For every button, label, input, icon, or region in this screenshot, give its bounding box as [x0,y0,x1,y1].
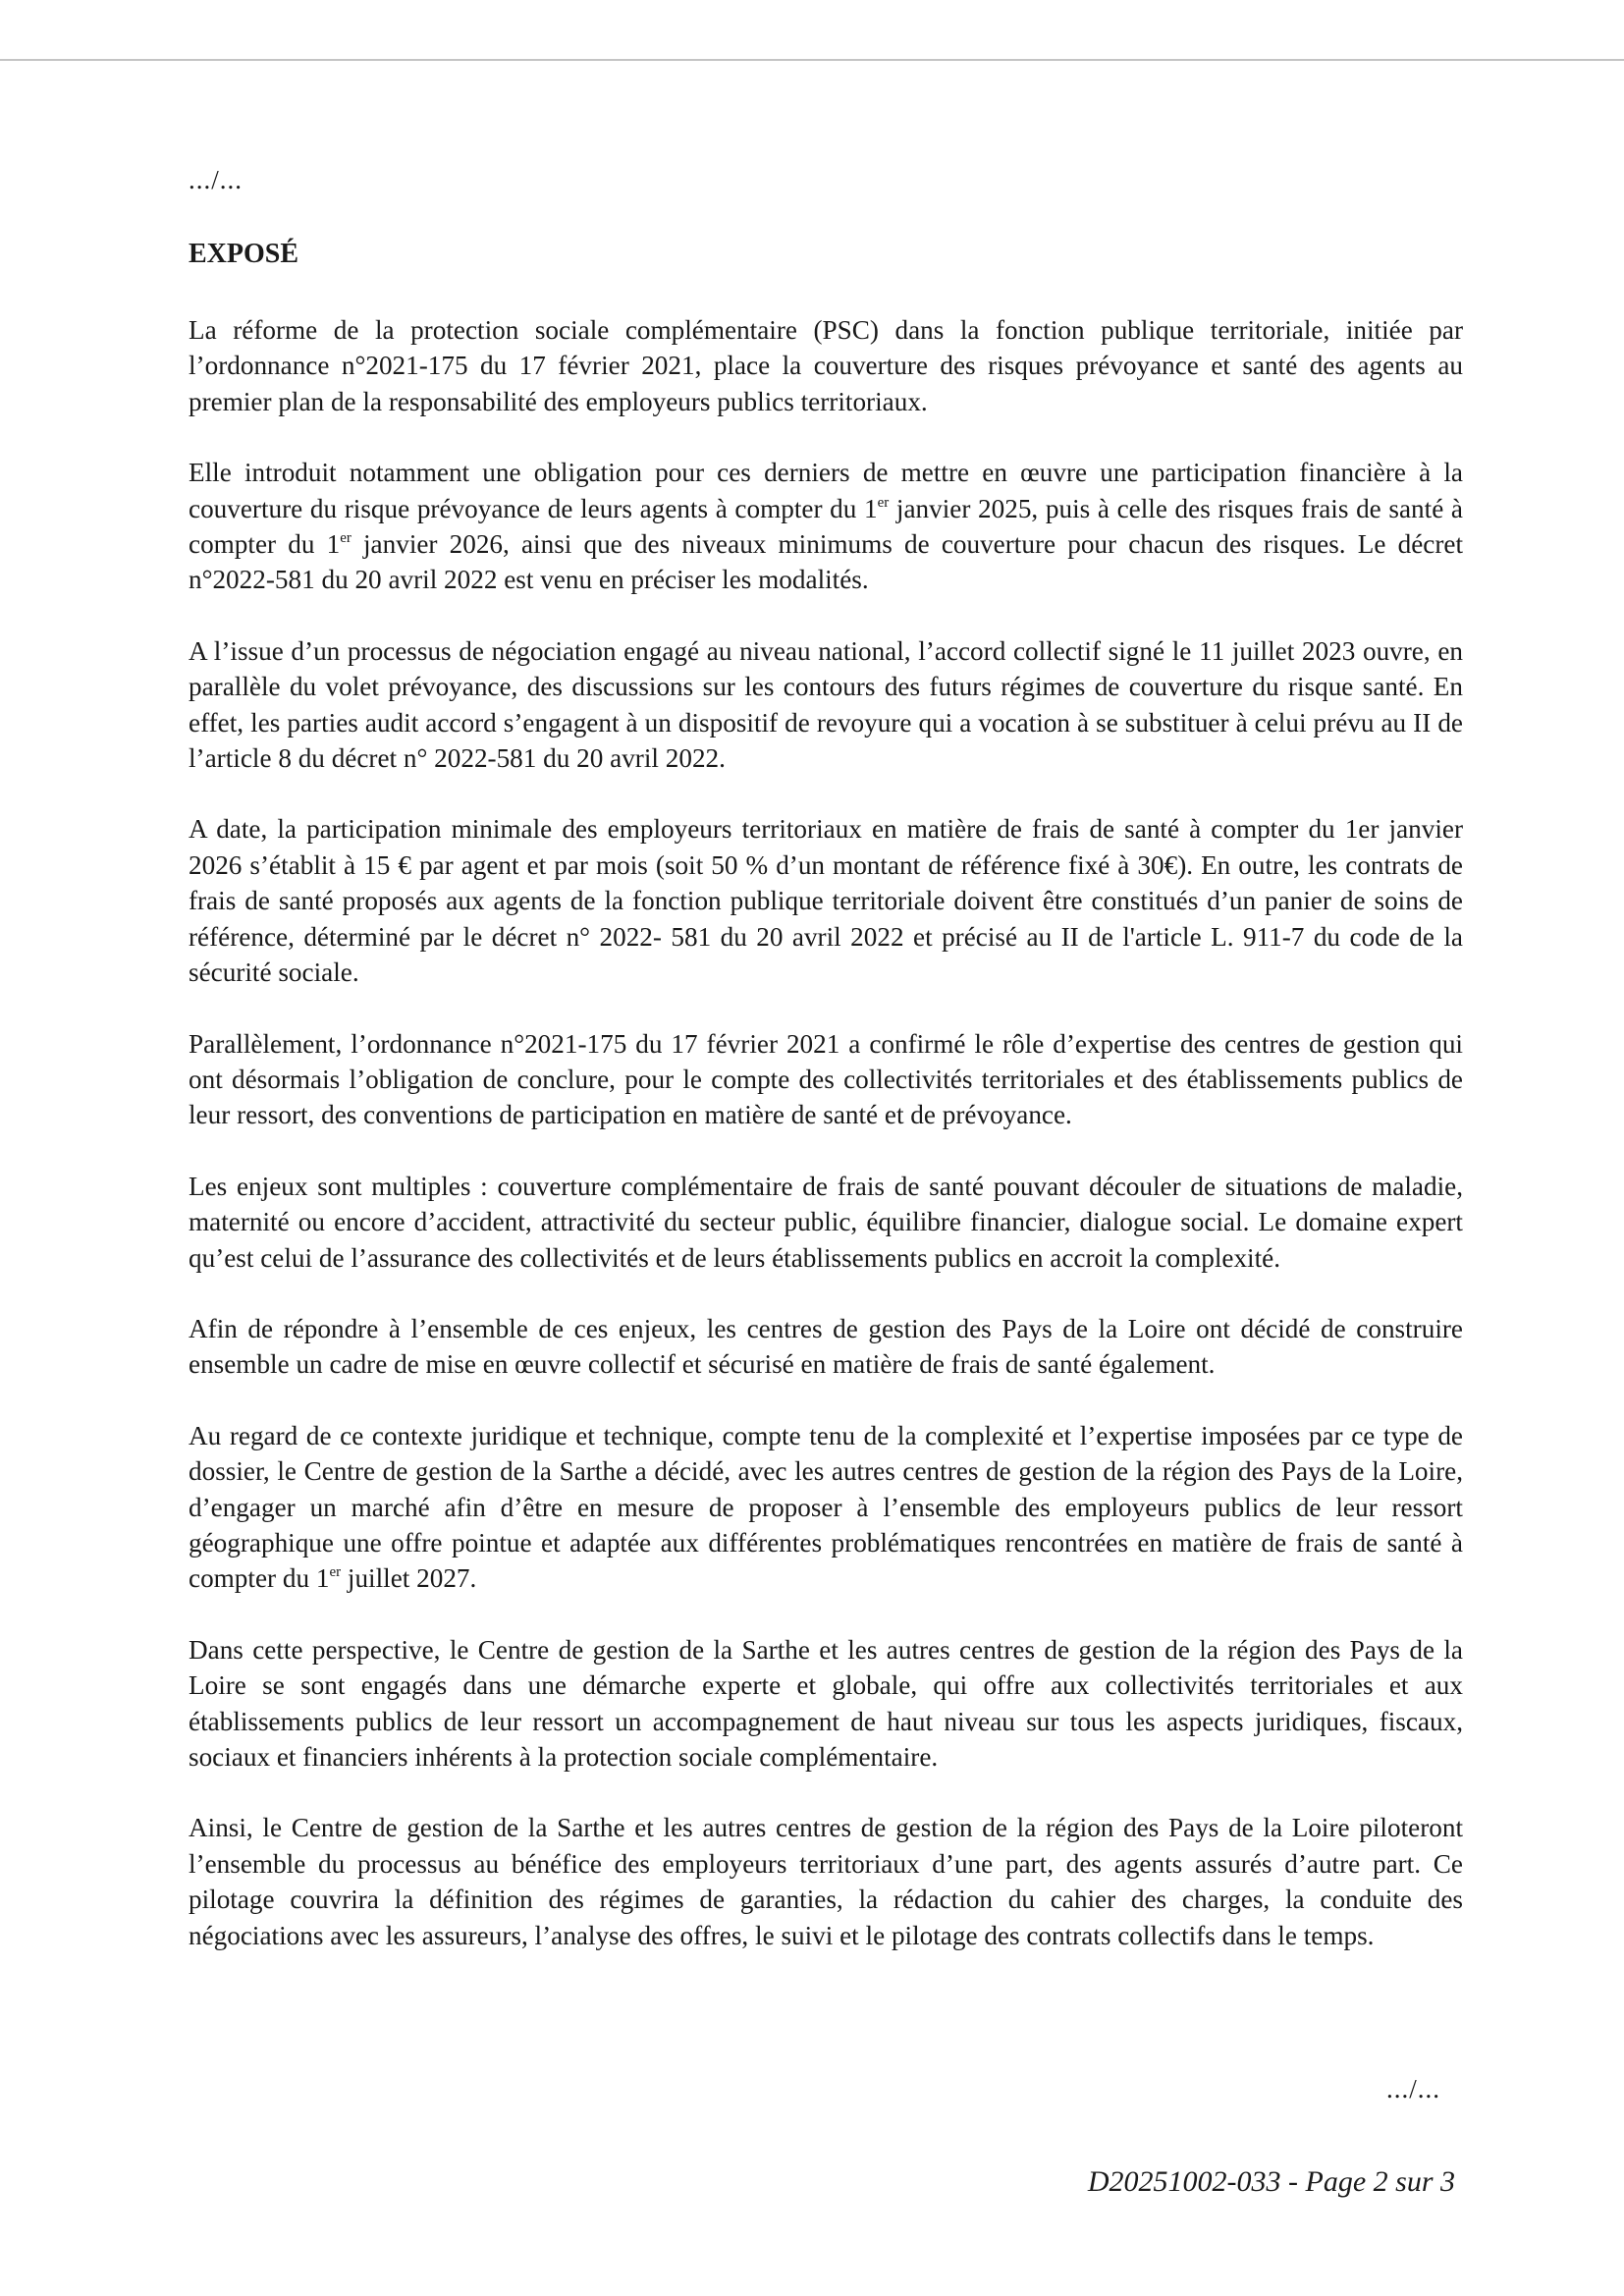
paragraph-8-part-2: juillet 2027. [341,1563,477,1594]
paragraph-10: Ainsi, le Centre de gestion de la Sarthe et les autres centres de gestion de la région des Pays de la Loire piloteront l’ensemble du processus au bénéfice des employeurs territoriaux d’une part, des agents assurés d’autre part. Ce pilotage couvrira la définition des régimes de garanties, la rédaction du cahier des charges, la conduite des négociations avec les assureurs, l’analyse des offres, le suivi et le pilotage des contrats collectifs dans le temps. [189,1813,1463,1950]
paragraph-2-superscript-2: er [340,530,352,547]
paragraph-2-superscript-1: er [877,494,890,511]
paragraph-2-part-3: janvier 2026, ainsi que des niveaux minimums de couverture pour chacun des risques. Le décret n°2022-581 du 20 avril 2022 est venu en préciser les modalités. [189,529,1464,595]
document-body [189,165,1463,1989]
paragraph-7: Afin de répondre à l’ensemble de ces enjeux, les centres de gestion des Pays de la Loire ont décidé de construire ensemble un cadre de mise en œuvre collectif et sécurisé en matière de frais de santé également. [189,1313,1463,1380]
paragraph-9: Dans cette perspective, le Centre de gestion de la Sarthe et les autres centres de gestion de la région des Pays de la Loire se sont engagés dans une démarche experte et globale, qui offre aux collectivités territoriales et aux établissements publics de leur ressort un accompagnement de haut niveau sur tous les aspects juridiques, fiscaux, sociaux et financiers inhérents à la protection sociale complémentaire. [189,1634,1463,1772]
section-heading: EXPOSÉ [189,239,299,269]
paragraph-5: Parallèlement, l’ordonnance n°2021-175 du 17 février 2021 a confirmé le rôle d’expertise des centres de gestion qui ont désormais l’obligation de conclure, pour le compte des collectivités territoriales et des établissements publics de leur ressort, des conventions de participation en matière de santé et de prévoyance. [189,1028,1463,1130]
paragraph-2-part-2: janvier 2025, puis à celle des risques frais de santé à compter du 1 [189,493,1463,560]
paragraph-8-superscript-1: er [329,1564,342,1581]
paragraph-1: La réforme de la protection sociale complémentaire (PSC) dans la fonction publique territoriale, initiée par l’ordonnance n°2021-175 du 17 février 2021, place la couverture des risques prévoyance et santé des agents au premier plan de la responsabilité des employeurs publics territoriaux. [189,315,1463,416]
continuation-marker-bottom: .../... [1386,2074,1441,2104]
paragraph-4: A date, la participation minimale des employeurs territoriaux en matière de frais de santé à compter du 1er janvier 2026 s’établit à 15 € par agent et par mois (soit 50 % d’un montant de référence fixé à 30€). En outre, les contrats de frais de santé proposés aux agents de la fonction publique territoriale doivent être constitués d’un panier de soins de référence, déterminé par le décret n° 2022- 581 du 20 avril 2022 et précisé au II de l'article L. 911-7 du code de la sécurité sociale. [189,814,1463,988]
paragraph-2 [189,455,1463,598]
page-footer-reference: D20251002-033 - Page 2 sur 3 [1087,2165,1455,2198]
paragraph-8 [189,1418,1463,1597]
top-divider [0,59,1624,61]
paragraph-6: Les enjeux sont multiples : couverture complémentaire de frais de santé pouvant découler de situations de maladie, maternité ou encore d’accident, attractivité du secteur public, équilibre financier, dialogue social. Le domaine expert qu’est celui de l’assurance des collectivités et de leurs établissements publics en accroit la complexité. [189,1171,1463,1273]
continuation-marker-top: .../... [189,165,244,194]
paragraph-3: A l’issue d’un processus de négociation engagé au niveau national, l’accord collectif signé le 11 juillet 2023 ouvre, en parallèle du volet prévoyance, des discussions sur les contours des futurs régimes de couverture du risque santé. En effet, les parties audit accord s’engagent à un dispositif de revoyure qui a vocation à se substituer à celui prévu au II de l’article 8 du décret n° 2022-581 du 20 avril 2022. [189,635,1463,774]
paragraph-2-part-1: Elle introduit notamment une obligation pour ces derniers de mettre en œuvre une participation financière à la couverture du risque prévoyance de leurs agents à compter du 1 [189,458,1463,523]
paragraph-8-part-1: Au regard de ce contexte juridique et technique, compte tenu de la complexité et l’expertise imposées par ce type de dossier, le Centre de gestion de la Sarthe a décidé, avec les autres centres de gestion de la région des Pays de la Loire, d’engager un marché afin d’être en mesure de proposer à l’ensemble des employeurs publics de leur ressort géographique une offre pointue et adaptée aux différentes problématiques rencontrées en matière de frais de santé à compter du 1 [189,1420,1463,1594]
